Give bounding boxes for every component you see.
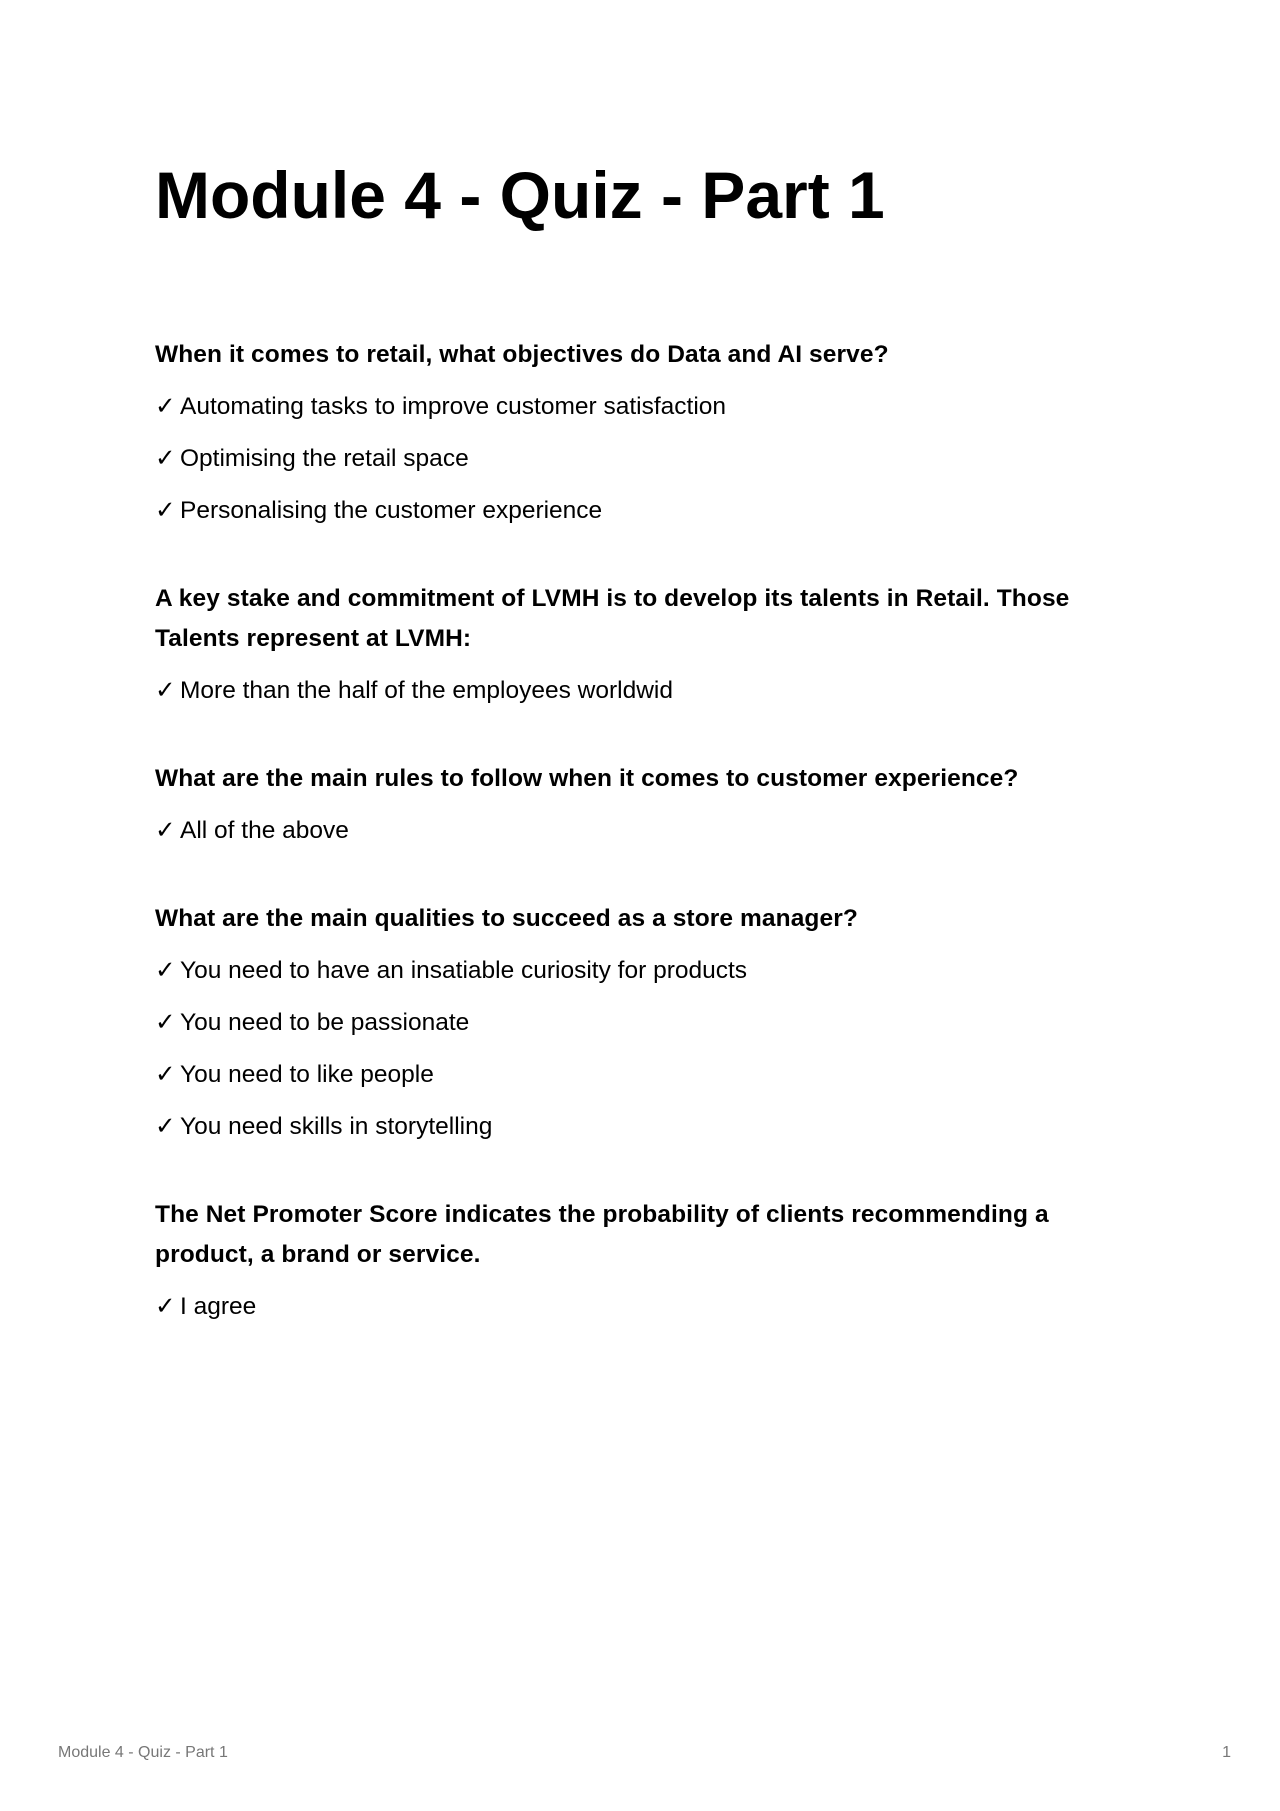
- page-number: 1: [1222, 1744, 1231, 1761]
- check-icon: ✓: [155, 1061, 176, 1088]
- answer-text: More than the half of the employees worldwid: [180, 677, 673, 704]
- answer-text: You need skills in storytelling: [180, 1113, 493, 1140]
- check-icon: ✓: [155, 1009, 176, 1036]
- question-block: [155, 579, 1135, 711]
- answer-text: Personalising the customer experience: [180, 497, 603, 524]
- answer-text: You need to have an insatiable curiosity for products: [180, 957, 748, 984]
- answer-item: [155, 1055, 1135, 1095]
- answer-item: [155, 811, 1135, 851]
- answer-item: [155, 387, 1135, 427]
- check-icon: ✓: [155, 957, 176, 984]
- check-icon: ✓: [155, 677, 176, 704]
- check-icon: ✓: [155, 817, 176, 844]
- page-title: Module 4 - Quiz - Part 1: [155, 158, 885, 232]
- question-text: What are the main rules to follow when it comes to customer experience?: [155, 765, 1019, 792]
- check-icon: ✓: [155, 1293, 176, 1320]
- answer-text: You need to be passionate: [180, 1009, 470, 1036]
- question-list: [155, 335, 1135, 1375]
- answer-text: You need to like people: [180, 1061, 434, 1088]
- question-text: The Net Promoter Score indicates the probability of clients recommending a product, a brand or service.: [155, 1201, 1049, 1268]
- question-text: When it comes to retail, what objectives do Data and AI serve?: [155, 341, 889, 368]
- answer-list: [155, 811, 1135, 851]
- check-icon: ✓: [155, 497, 176, 524]
- check-icon: ✓: [155, 445, 176, 472]
- check-icon: ✓: [155, 393, 176, 420]
- answer-list: [155, 1287, 1135, 1327]
- question-block: [155, 1195, 1135, 1327]
- question-text: A key stake and commitment of LVMH is to develop its talents in Retail. Those Talents represent at LVMH:: [155, 585, 1070, 652]
- answer-item: [155, 1003, 1135, 1043]
- answer-list: [155, 387, 1135, 531]
- question-block: [155, 759, 1135, 851]
- answer-item: [155, 491, 1135, 531]
- answer-list: [155, 951, 1135, 1147]
- answer-item: [155, 951, 1135, 991]
- answer-item: [155, 671, 1135, 711]
- answer-text: All of the above: [180, 817, 349, 844]
- question-text: What are the main qualities to succeed as a store manager?: [155, 905, 858, 932]
- check-icon: ✓: [155, 1113, 176, 1140]
- answer-text: Automating tasks to improve customer satisfaction: [180, 393, 727, 420]
- question-block: [155, 335, 1135, 531]
- answer-item: [155, 1287, 1135, 1327]
- answer-text: I agree: [180, 1293, 257, 1320]
- answer-item: [155, 1107, 1135, 1147]
- answer-list: [155, 671, 1135, 711]
- answer-text: Optimising the retail space: [180, 445, 469, 472]
- answer-item: [155, 439, 1135, 479]
- question-block: [155, 899, 1135, 1147]
- footer-title: Module 4 - Quiz - Part 1: [58, 1744, 228, 1761]
